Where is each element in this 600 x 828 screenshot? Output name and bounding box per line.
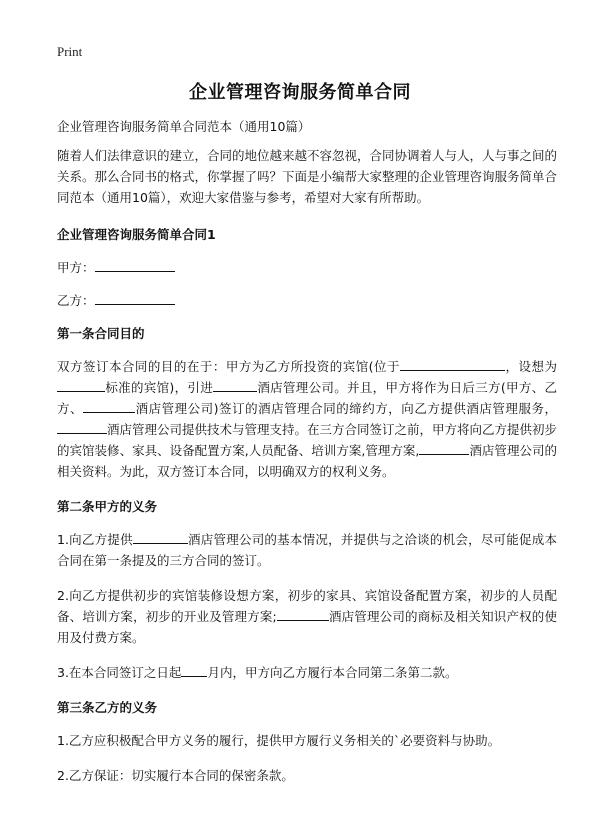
blank [213, 377, 257, 392]
blank [57, 377, 105, 392]
article-3-item-1: 1.乙方应积极配合甲方义务的履行，提供甲方履行义务相关的`必要资料与协助。 [57, 733, 501, 748]
party-b-blank [95, 290, 175, 305]
article-1-seg: 酒店管理公司)签订的酒店管理合同的缔约方，向乙方提供酒店管理服务， [135, 401, 557, 416]
article-2-item-3-b: 月内，甲方向乙方履行本合同第二条第二款。 [207, 665, 458, 680]
article-1-seg: 酒店管理公司提供技术与管理支持。在三方合同签订之前，甲方将向乙方提供初步的宾馆装修、家具、设备配置方案,人员配备、培训方案,管理方案, [57, 422, 558, 458]
party-a-blank [95, 257, 175, 272]
blank [83, 398, 135, 413]
article-3-item-2: 2.乙方保证：切实履行本合同的保密条款。 [57, 768, 294, 783]
party-a-line [57, 257, 557, 278]
article-2-item-1 [57, 529, 557, 571]
article-1-seg: ，设想为 [505, 359, 557, 374]
contract-heading: 企业管理咨询服务简单合同1 [57, 227, 216, 242]
article-1-seg: 标准的宾馆)，引进 [105, 380, 214, 395]
article-1-seg: 酒店管理公司的相关资料。为此，双方签订本合同，以明确双方的权利义务。 [57, 443, 557, 479]
article-2-item-2 [57, 585, 557, 648]
party-a-label: 甲方： [57, 260, 95, 275]
article-3-title: 第三条乙方的义务 [57, 700, 158, 715]
intro-paragraph: 随着人们法律意识的建立，合同的地位越来越不容忽视，合同协调着人与人，人与事之间的关系。那么合同书的格式，你掌握了吗？下面是小编帮大家整理的企业管理咨询服务简单合同范本（通用10篇），欢迎大家借鉴与参考，希望对大家有所帮助。 [57, 148, 558, 205]
article-1-text [57, 356, 557, 482]
blank [181, 662, 207, 677]
party-b-line [57, 290, 557, 311]
blank [400, 356, 505, 371]
article-2-item-3-a: 3.在本合同签订之日起 [57, 665, 182, 680]
article-2-item-2-a: 2.向乙方提供初步的宾馆装修设想方案，初步的家具、宾馆设备配置方案，初步的人员配备、培训方案，初步的开业及管理方案; [57, 588, 557, 624]
document-body [57, 116, 557, 800]
blank [57, 419, 107, 434]
document-title: 企业管理咨询服务简单合同 [189, 82, 411, 103]
article-2-item-1-b: 酒店管理公司的基本情况，并提供与之洽谈的机会，尽可能促成本合同在第一条提及的三方合同的签订。 [57, 532, 557, 568]
article-1-title: 第一条合同目的 [57, 326, 145, 341]
document-subtitle: 企业管理咨询服务简单合同范本（通用10篇） [57, 119, 311, 134]
blank [277, 606, 329, 621]
article-1-seg: 酒店管理公司。并且，甲方将作为日后三方(甲方、乙方、 [57, 380, 557, 416]
article-2-item-1-a: 1.向乙方提供 [57, 532, 133, 547]
blank [419, 440, 469, 455]
article-2-item-3 [57, 662, 557, 683]
blank [133, 529, 188, 544]
print-link[interactable]: Print [57, 44, 83, 59]
party-b-label: 乙方： [57, 293, 95, 308]
article-1-seg: 双方签订本合同的目的在于：甲方为乙方所投资的宾馆(位于 [57, 359, 401, 374]
article-2-title: 第二条甲方的义务 [57, 499, 158, 514]
article-2-item-2-b: 酒店管理公司的商标及相关知识产权的使用及付费方案。 [57, 609, 557, 645]
